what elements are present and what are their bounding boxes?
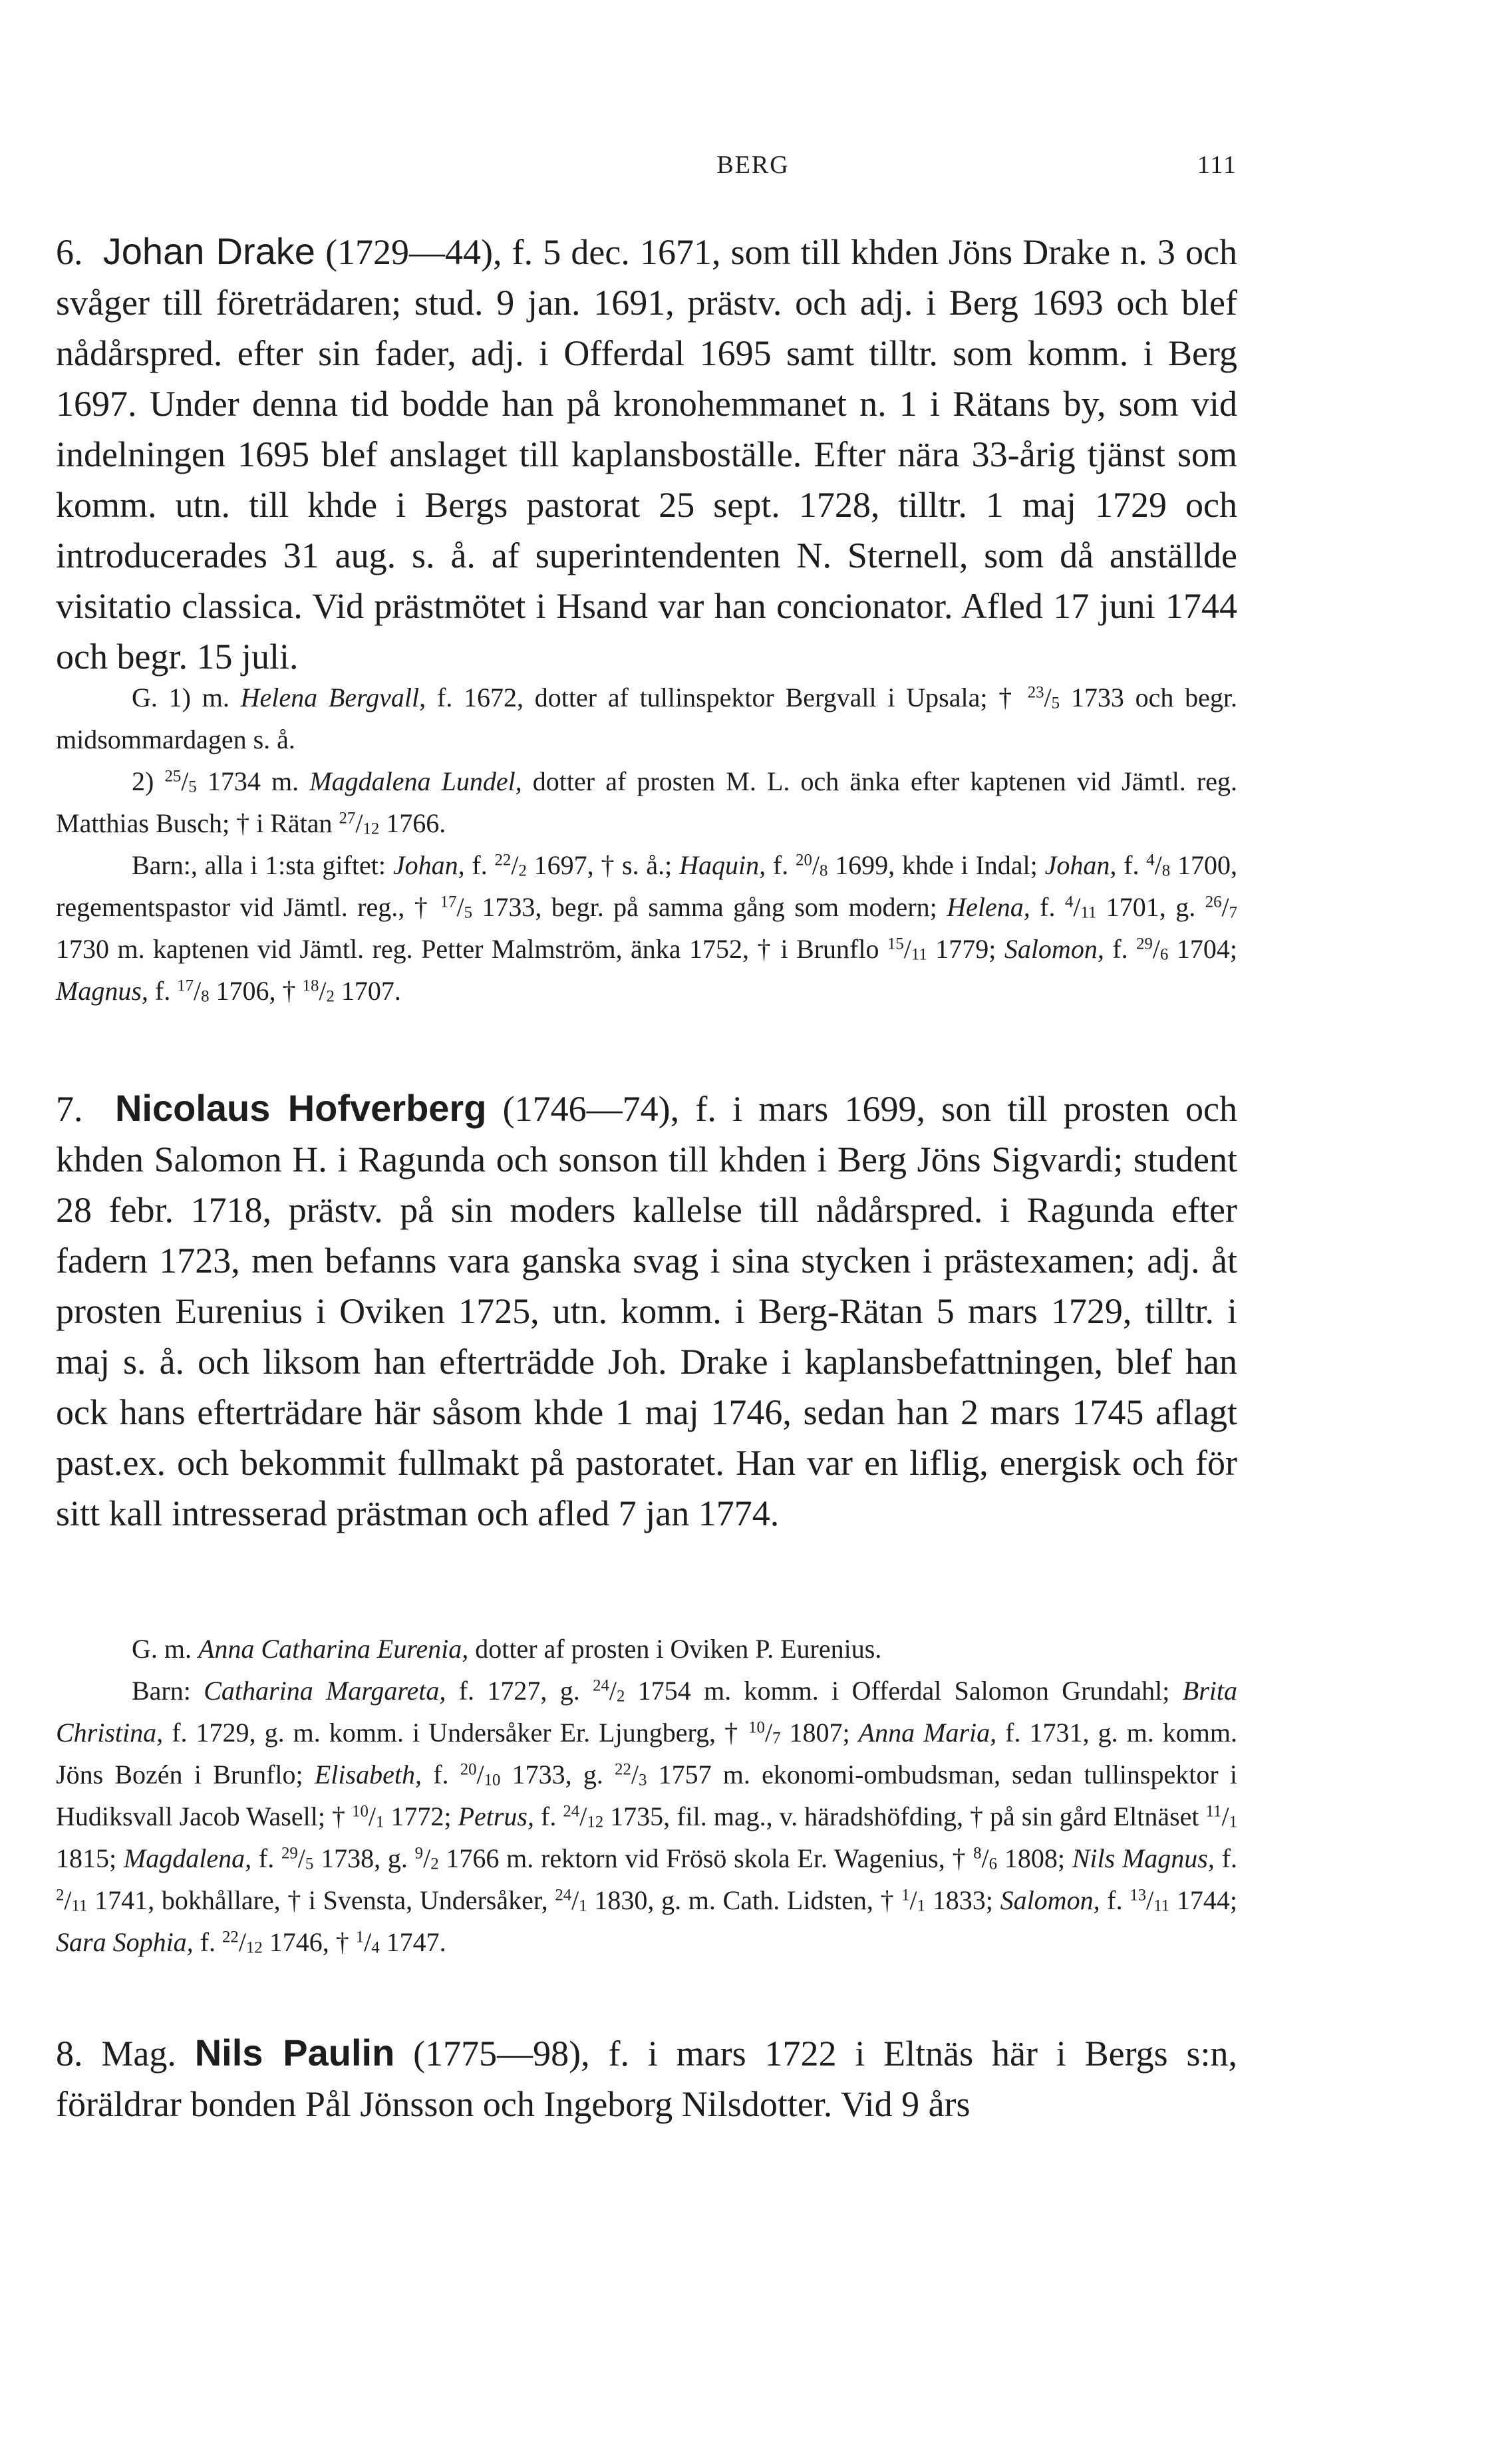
entry-6-marriage-2: 2) $^{25}/_5$ 1734 m. Magdalena Lundel, dotter af prosten M. L. och änka efter kaptenen vid Jämtl. reg. Matthias Busch; † i Rätan $^{27}/_{12}$ 1766. bbox=[56, 766, 1237, 838]
wife-name: Helena Bergvall, bbox=[240, 683, 426, 712]
wife-name: Anna Catharina Eurenia, bbox=[198, 1634, 469, 1664]
entry-7-number: 7. bbox=[56, 1089, 83, 1129]
entry-6-name: Johan Drake bbox=[102, 230, 315, 272]
running-header bbox=[0, 150, 1506, 197]
entry-6-number: 6. bbox=[56, 232, 83, 272]
entry-6-text: (1729—44), f. 5 dec. 1671, som till khden Jöns Drake n. 3 och svåger till företrädaren; stud. 9 jan. 1691, prästv. och adj. i Berg 1693 och blef nådårspred. efter sin fader, adj. i Offerdal 1695 samt tilltr. som komm. i Berg 1697. Under denna tid bodde han på kronohemmanet n. 1 i Rätans by, som vid indelningen 1695 blef anslaget till kaplansboställe. Efter nära 33-årig tjänst som komm. utn. till khde i Bergs pastorat 25 sept. 1728, tilltr. 1 maj 1729 och introducerades 31 aug. s. å. af superintendenten N. Sternell, som då anställde visitatio classica. Vid prästmötet i Hsand var han concionator. Afled 17 juni 1744 och begr. 15 juli. bbox=[56, 232, 1238, 677]
entry-6-children: Barn:, alla i 1:sta giftet: Johan, f. $^{22}/_2$ 1697, † s. å.; Haquin, f. $^{20}/_8$ 1699, khde i Indal; Johan, f. $^4/_8$ 1700, regementspastor vid Jämtl. reg., † $^{17}/_5$ 1733, begr. på samma gång som modern; Helena, f. $^4/_{11}$ 1701, g. $^{26}/_7$ 1730 m. kaptenen vid Jämtl. reg. Petter Malmström, änka 1752, † i Brunflo $^{15}/_{11}$ 1779; Salomon, f. $^{29}/_6$ 1704; Magnus, f. $^{17}/_8$ 1706, † $^{18}/_2$ 1707. bbox=[56, 850, 1238, 1006]
entry-7-children: Barn: Catharina Margareta, f. 1727, g. $^{24}/_2$ 1754 m. komm. i Offerdal Salomon Grundahl; Brita Christina, f. 1729, g. m. komm. i Undersåker Er. Ljungberg, † $^{10}/_7$ 1807; Anna Maria, f. 1731, g. m. komm. Jöns Bozén i Brunflo; Elisabeth, f. $^{20}/_{10}$ 1733, g. $^{22}/_3$ 1757 m. ekonomi-ombudsman, sedan tullinspektor i Hudiksvall Jacob Wasell; † $^{10}/_1$ 1772; Petrus, f. $^{24}/_{12}$ 1735, fil. mag., v. häradshöfding, † på sin gård Eltnäset $^{11}/_1$ 1815; Magdalena, f. $^{29}/_5$ 1738, g. $^9/_2$ 1766 m. rektorn vid Frösö skola Er. Wagenius, † $^8/_6$ 1808; Nils Magnus, f. $^2/_{11}$ 1741, bokhållare, † i Svensta, Undersåker, $^{24}/_1$ 1830, g. m. Cath. Lidsten, † $^1/_1$ 1833; Salomon, f. $^{13}/_{11}$ 1744; Sara Sophia, f. $^{22}/_{12}$ 1746, † $^1/_4$ 1747. bbox=[56, 1676, 1238, 1957]
entry-7-marriage: G. m. Anna Catharina Eurenia, dotter af prosten i Oviken P. Eurenius. bbox=[132, 1634, 882, 1664]
entry-7-name: Nicolaus Hofverberg bbox=[114, 1087, 487, 1129]
running-title: BERG bbox=[716, 151, 790, 179]
entry-7-notes bbox=[56, 1628, 1237, 1963]
entry-8-text: (1775—98), f. i mars 1722 i Eltnäs här i Bergs s:n, föräldrar bonden Pål Jönsson och Ingeborg Nilsdotter. Vid 9 års bbox=[56, 2034, 1238, 2124]
entry-8-main-paragraph: 8. Mag. Nils Paulin (1775—98), f. i mars 1722 i Eltnäs här i Bergs s:n, föräldrar bonden Pål Jönsson och Ingeborg Nilsdotter. Vid 9 års bbox=[56, 2032, 1238, 2124]
entry-6-main-paragraph bbox=[56, 226, 1237, 682]
entry-6-marriage-1: G. 1) m. Helena Bergvall, f. 1672, dotter af tullinspektor Bergvall i Upsala; † $^{23}/_5$ 1733 och begr. midsommardagen s. å. bbox=[56, 683, 1237, 754]
entry-8-name: Nils Paulin bbox=[194, 2032, 395, 2074]
wife-name: Magdalena Lundel, bbox=[309, 766, 522, 796]
entry-7-text: (1746—74), f. i mars 1699, son till prosten och khden Salomon H. i Ragunda och sonson till khden i Berg Jöns Sigvardi; student 28 febr. 1718, prästv. på sin moders kallelse till nådårspred. i Ragunda efter fadern 1723, men befanns vara ganska svag i sina stycken i prästexamen; adj. åt prosten Eurenius i Oviken 1725, utn. komm. i Berg-Rätan 5 mars 1729, tilltr. i maj s. å. och liksom han efterträdde Joh. Drake i kaplansbefattningen, blef han ock hans efterträdare här såsom khde 1 maj 1746, sedan han 2 mars 1745 aflagt past.ex. och bekommit fullmakt på pastoratet. Han var en liflig, energisk och för sitt kall intresserad prästman och afled 7 jan 1774. bbox=[56, 1089, 1237, 1533]
entry-6-notes bbox=[56, 677, 1237, 1012]
page-number: 111 bbox=[1197, 151, 1237, 179]
entry-7-main-paragraph bbox=[56, 1083, 1237, 1539]
entry-8-number: 8. bbox=[56, 2034, 83, 2074]
